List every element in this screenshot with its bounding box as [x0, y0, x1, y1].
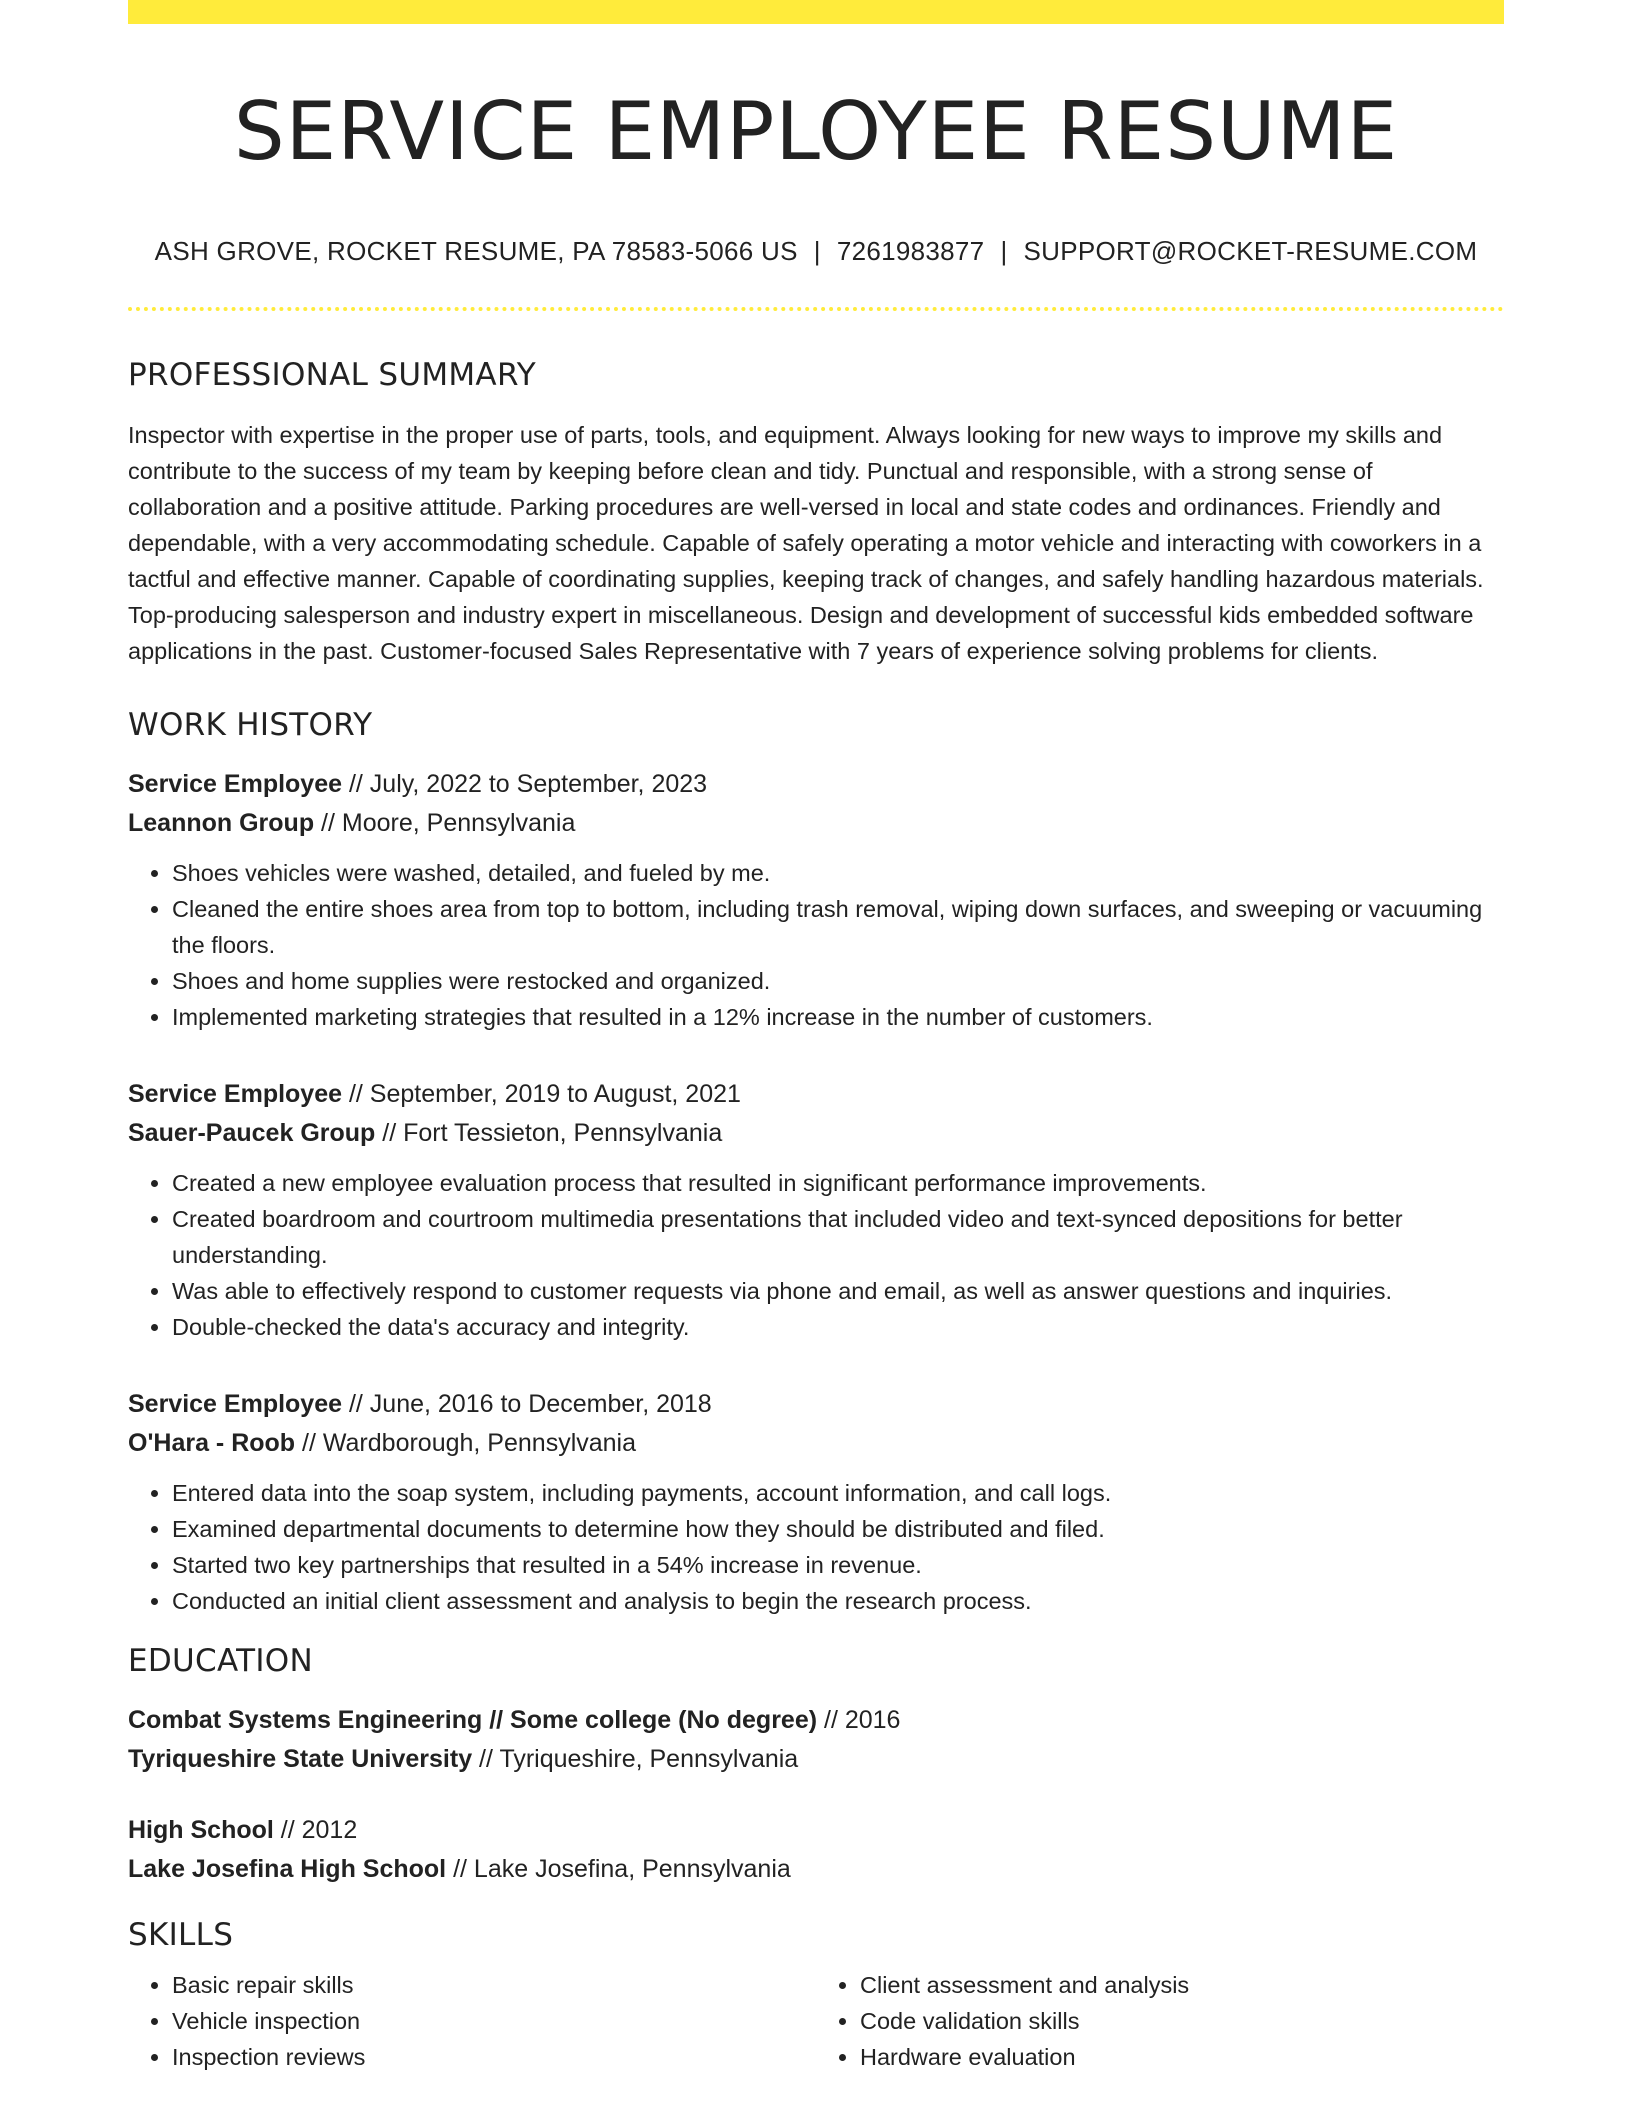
education-degree: Combat Systems Engineering // Some college (No degree): [128, 1706, 818, 1734]
contact-separator: |: [813, 236, 821, 266]
job-title-line: [128, 1385, 1504, 1424]
job-bullet: • Double-checked the data's accuracy and integrity.: [172, 1309, 1504, 1345]
job-company-line: [128, 804, 1504, 843]
skill-item: • Vehicle inspection: [172, 2003, 816, 2039]
section-title-work-history: WORK HISTORY: [128, 707, 373, 743]
job-role: Service Employee: [128, 770, 343, 798]
job-company: Sauer-Paucek Group: [128, 1119, 376, 1147]
job-dates: // July, 2022 to September, 2023: [342, 770, 708, 798]
contact-phone: 7261983877: [836, 236, 985, 266]
job-location: // Wardborough, Pennsylvania: [295, 1429, 637, 1457]
job-bullet: • Created a new employee evaluation process that resulted in significant performance improvements.: [172, 1165, 1504, 1201]
education-year: // 2016: [817, 1706, 901, 1734]
contact-line: [128, 236, 1504, 267]
resume-title: SERVICE EMPLOYEE RESUME: [233, 85, 1399, 178]
education-year: // 2012: [273, 1816, 358, 1844]
job-bullets: [128, 855, 1504, 1035]
education-location: // Tyriqueshire, Pennsylvania: [472, 1745, 799, 1773]
skill-item: • Client assessment and analysis: [860, 1967, 1504, 2003]
job-role: Service Employee: [128, 1390, 343, 1418]
summary-text: Inspector with expertise in the proper use of parts, tools, and equipment. Always looking for new ways to improve my skills and contribute to the success of my team by keeping before clean and tidy. Punctual and responsible, with a strong sense of collaboration and a positive attitude. Parking procedures are well-versed in local and state codes and ordinances. Friendly and dependable, with a very accommodating schedule. Capable of safely operating a motor vehicle and interacting with coworkers in a tactful and effective manner. Capable of coordinating supplies, keeping track of changes, and safely handling hazardous materials. Top-producing salesperson and industry expert in miscellaneous. Design and development of successful kids embedded software applications in the past. Customer-focused Sales Representative with 7 years of experience solving problems for clients.: [128, 422, 1484, 664]
job-bullet: • Entered data into the soap system, including payments, account information, and call logs.: [172, 1475, 1504, 1511]
job-bullets: [128, 1475, 1504, 1619]
job-bullet: • Started two key partnerships that resulted in a 54% increase in revenue.: [172, 1547, 1504, 1583]
education-entry: [128, 1811, 1504, 1889]
job-entry: [128, 1385, 1504, 1619]
job-company-line: [128, 1114, 1504, 1153]
job-bullet: • Created boardroom and courtroom multimedia presentations that included video and text-synced depositions for better understanding.: [172, 1201, 1504, 1273]
skill-item: • Hardware evaluation: [860, 2039, 1504, 2075]
top-accent-bar: [128, 0, 1504, 24]
job-location: // Fort Tessieton, Pennsylvania: [375, 1119, 723, 1147]
section-title-skills: SKILLS: [128, 1917, 234, 1953]
job-entry: [128, 1075, 1504, 1345]
job-bullet: • Cleaned the entire shoes area from top to bottom, including trash removal, wiping down surfaces, and sweeping or vacuuming the floors.: [172, 891, 1504, 963]
job-company: Leannon Group: [128, 809, 315, 837]
job-entry: [128, 765, 1504, 1035]
skills-list-right: [816, 1967, 1504, 2075]
skills-columns: [128, 1967, 1504, 2075]
education-school: Lake Josefina High School: [128, 1855, 447, 1883]
job-role: Service Employee: [128, 1080, 343, 1108]
job-company: O'Hara - Roob: [128, 1429, 296, 1457]
job-bullet: • Shoes vehicles were washed, detailed, and fueled by me.: [172, 855, 1504, 891]
education-school: Tyriqueshire State University: [128, 1745, 473, 1773]
skill-item: • Code validation skills: [860, 2003, 1504, 2039]
contact-email: SUPPORT@ROCKET-RESUME.COM: [1023, 236, 1478, 266]
education-degree-line: [128, 1811, 1504, 1850]
job-dates: // June, 2016 to December, 2018: [342, 1390, 712, 1418]
education-entry: [128, 1701, 1504, 1779]
education-degree-line: [128, 1701, 1504, 1740]
education-location: // Lake Josefina, Pennsylvania: [446, 1855, 791, 1883]
education-school-line: [128, 1850, 1504, 1889]
job-bullet: • Implemented marketing strategies that resulted in a 12% increase in the number of customers.: [172, 999, 1504, 1035]
section-title-summary: PROFESSIONAL SUMMARY: [128, 357, 537, 393]
job-bullet: • Was able to effectively respond to customer requests via phone and email, as well as answer questions and inquiries.: [172, 1273, 1504, 1309]
job-bullet: • Shoes and home supplies were restocked and organized.: [172, 963, 1504, 999]
job-title-line: [128, 1075, 1504, 1114]
job-location: // Moore, Pennsylvania: [314, 809, 576, 837]
section-title-education: EDUCATION: [128, 1643, 313, 1679]
contact-separator: |: [1000, 236, 1008, 266]
resume-page: [128, 0, 1504, 2075]
skill-item: • Inspection reviews: [172, 2039, 816, 2075]
education-school-line: [128, 1740, 1504, 1779]
job-bullets: [128, 1165, 1504, 1345]
contact-address: ASH GROVE, ROCKET RESUME, PA 78583-5066 US: [154, 236, 798, 266]
skill-item: • Basic repair skills: [172, 1967, 816, 2003]
skills-list-left: [128, 1967, 816, 2075]
job-bullet: • Examined departmental documents to determine how they should be distributed and filed.: [172, 1511, 1504, 1547]
job-title-line: [128, 765, 1504, 804]
job-dates: // September, 2019 to August, 2021: [342, 1080, 741, 1108]
job-company-line: [128, 1424, 1504, 1463]
education-degree: High School: [128, 1816, 274, 1844]
job-bullet: • Conducted an initial client assessment and analysis to begin the research process.: [172, 1583, 1504, 1619]
header-divider: [128, 307, 1504, 311]
